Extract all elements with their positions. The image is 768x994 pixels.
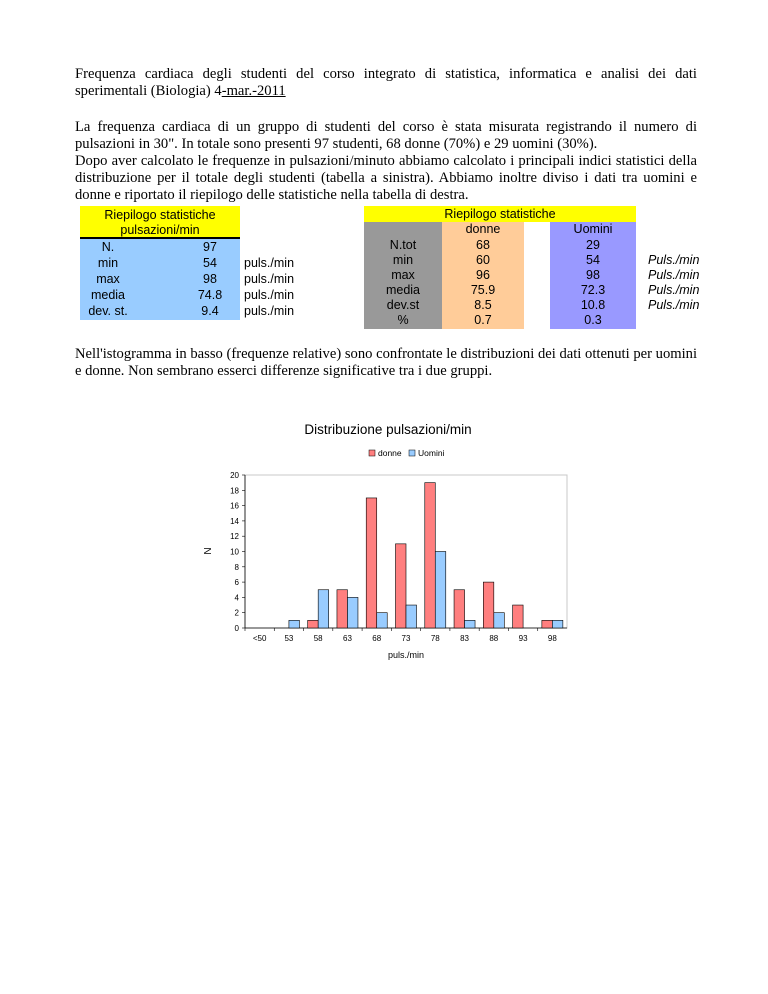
unit-label: puls./min [244, 272, 295, 286]
bar-donne [396, 544, 407, 628]
y-tick-label: 20 [230, 471, 239, 480]
bar-donne [513, 605, 524, 628]
y-tick-label: 6 [234, 578, 239, 588]
uomini-value: 54 [586, 253, 600, 267]
x-tick-label: 98 [547, 634, 557, 643]
x-tick-label: 78 [430, 634, 440, 643]
bar-uomini [494, 613, 505, 628]
summary-table-by-sex-header: Riepilogo statistiche [364, 206, 636, 222]
x-tick-label: 68 [372, 634, 382, 643]
x-tick-label: 53 [284, 634, 294, 643]
bar-donne [366, 498, 377, 628]
bar-donne [337, 590, 348, 628]
intro-line-1: La frequenza cardiaca di un gruppo di studenti del corso è stata misurata registrando il numero di pulsazioni in 30". In totale sono presenti 97 studenti, 68 donne (70%) e 29 uomini (30%). [75, 119, 697, 152]
uomini-value: 98 [586, 268, 600, 282]
x-tick-label: 58 [313, 634, 323, 643]
donne-value: 68 [476, 238, 490, 252]
bar-donne [483, 582, 494, 628]
row-label: N.tot [389, 238, 417, 252]
unit-label: Puls./min [648, 283, 700, 297]
y-tick-label: 4 [234, 593, 239, 603]
unit-label: puls./min [244, 288, 295, 302]
row-label: % [397, 313, 409, 327]
x-tick-label: 88 [489, 634, 499, 643]
uomini-value: 10.8 [580, 298, 606, 312]
row-label: media [90, 288, 126, 302]
x-tick-label: 73 [401, 634, 411, 643]
row-value: 54 [203, 256, 217, 270]
row-label: media [385, 283, 421, 297]
donne-value: 96 [476, 268, 490, 282]
y-tick-label: 2 [234, 608, 239, 618]
title-text: Frequenza cardiaca degli studenti del corso integrato di statistica, informatica e analisi dei dati sperimentali (Biologia) 4 [75, 66, 697, 99]
row-value: 74.8 [197, 288, 223, 302]
row-value: 9.4 [201, 304, 219, 318]
y-tick-label: 10 [230, 547, 239, 557]
legend-swatch-donne [369, 450, 375, 456]
row-label: dev. st. [88, 304, 128, 318]
row-value: 97 [203, 240, 217, 254]
y-tick-label: 0 [234, 624, 239, 633]
intro-line-2: Dopo aver calcolato le frequenze in pulsazioni/minuto abbiamo calcolato i principali indici statistici della distribuzione per il totale degli studenti (tabella a sinistra). Abbiamo inoltre diviso i dati tra uomini e donne e riportato il riepilogo delle statistiche nella tabella di destra. [75, 153, 697, 203]
bar-uomini [289, 620, 300, 628]
row-label: N. [101, 240, 115, 254]
bar-uomini [465, 620, 476, 628]
x-tick-label: 93 [518, 634, 528, 643]
bar-uomini [435, 552, 446, 629]
y-axis-label: N [203, 547, 214, 555]
uomini-value: 72.3 [580, 283, 606, 297]
bar-uomini [318, 590, 329, 628]
bar-donne [542, 620, 553, 628]
bar-donne [454, 590, 465, 628]
header-line-2: pulsazioni/min [120, 223, 200, 237]
title-date: -mar.-2011 [221, 83, 286, 99]
legend-label-donne: donne [378, 448, 402, 458]
donne-value: 8.5 [474, 298, 492, 312]
histogram-paragraph: Nell'istogramma in basso (frequenze relative) sono confrontate le distribuzioni dei dati ottenuti per uomini e donne. Non sembrano esserci differenze significative tra i due gruppi. [75, 346, 697, 379]
donne-value: 60 [476, 253, 490, 267]
header-line-1: Riepilogo statistiche [104, 208, 216, 222]
row-label: min [97, 256, 119, 270]
x-tick-label: 63 [343, 634, 352, 643]
x-axis-label: puls./min [387, 650, 425, 660]
donne-value: 0.7 [474, 313, 492, 327]
x-tick-label: 83 [460, 634, 469, 643]
unit-label: puls./min [244, 304, 295, 318]
bar-uomini [406, 605, 417, 628]
bar-uomini [377, 613, 388, 628]
y-tick-label: 18 [230, 486, 239, 496]
donne-value: 75.9 [470, 283, 496, 297]
column-header-uomini: Uomini [573, 222, 613, 236]
unit-label: Puls./min [648, 253, 700, 267]
legend-swatch-uomini [409, 450, 415, 456]
legend-label-uomini: Uomini [418, 448, 445, 458]
y-tick-label: 14 [230, 516, 239, 526]
bar-donne [425, 483, 436, 628]
bar-uomini [347, 597, 358, 628]
column-header-donne: donne [465, 222, 501, 236]
chart-title: Distribuzione pulsazioni/min [304, 422, 472, 437]
x-tick-label: <50 [252, 634, 267, 643]
unit-label: puls./min [244, 256, 295, 270]
uomini-value: 0.3 [584, 313, 602, 327]
unit-label: Puls./min [648, 298, 700, 312]
y-tick-label: 16 [230, 501, 239, 511]
row-value: 98 [203, 272, 217, 286]
uomini-value: 29 [586, 238, 600, 252]
y-tick-label: 12 [230, 532, 239, 542]
y-tick-label: 8 [234, 562, 239, 572]
row-label: max [391, 268, 415, 282]
unit-label: Puls./min [648, 268, 700, 282]
bar-uomini [552, 620, 563, 628]
chart-legend [369, 448, 445, 458]
row-label: max [96, 272, 120, 286]
chart-bars [289, 483, 563, 628]
bar-donne [308, 620, 319, 628]
row-label: dev.st [386, 298, 420, 312]
row-label: min [392, 253, 414, 267]
